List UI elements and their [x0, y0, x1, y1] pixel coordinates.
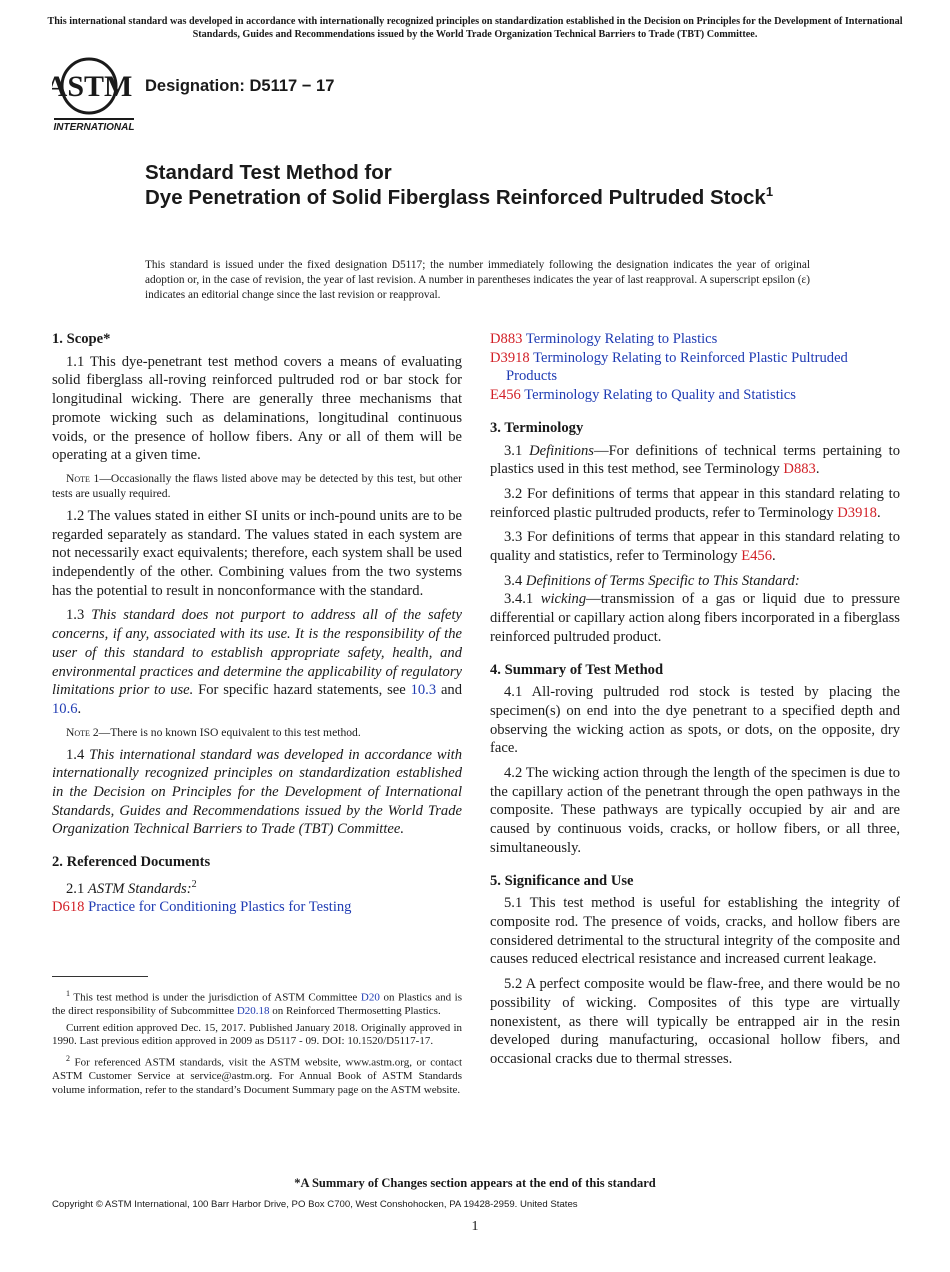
footnote-1-edition: Current edition approved Dec. 15, 2017. Published January 2018. Originally approved in 1990. Last previous edition approved in 2009 as D5117 - 09. DOI: 10.1520/D5117-17. [52, 1021, 462, 1048]
issued-note: This standard is issued under the fixed designation D5117; the number immediately following the designation indicates the year of original adoption or, in the case of revision, the year of last revision. A number in parentheses indicates the year of last reapproval. A superscript epsilon (ε) indicates an editorial change since the last revision or reapproval. [145, 259, 810, 301]
paragraph-3-3 [490, 528, 900, 565]
top-notice: This international standard was developed in accordance with internationally recognized principles on standardization established in the Decision on Principles for the Development of International Standards, Guides and Recommendations issued by the World Trade Organization Technical Barriers to Trade (TBT) Committee. [47, 16, 903, 40]
svg-text:ASTM: ASTM [52, 70, 133, 103]
title-footnote-mark: 1 [765, 184, 774, 199]
p1-4-italic: This international standard was developed in accordance with internationally recognized principles on standardization established in the Decision on Principles for the Development of International Standards, Guides and Recommendations issued by the World Trade Organization Technical Barriers to Trade (TBT) Committee. [52, 746, 463, 838]
note-2 [52, 725, 462, 740]
summary-heading: 4. Summary of Test Method [490, 661, 664, 678]
p3-4-num: 3.4 [504, 572, 523, 589]
p3-4-1-num: 3.4.1 [504, 591, 534, 608]
paragraph-5-1: 5.1 This test method is useful for establishing the integrity of composite rod. The presence of voids, cracks, and hollow fibers are considered detrimental to the structural integrity of the composite and causes reduced electrical resistance and increased current leakage. [490, 895, 900, 968]
link-d20-18[interactable]: D20.18 [236, 1005, 270, 1018]
paragraph-1-4 [52, 746, 462, 840]
p1-3-italic: This standard does not purport to address all of the safety concerns, if any, associated with its use. It is the responsibility of the user of this standard to establish appropriate safety, health, and environmental practices and determine the applicability of regulatory limitations prior to use. [52, 607, 462, 699]
note-2-label: Note 2 [66, 725, 99, 739]
p3-4-1-text: —transmission of a gas or liquid due to pressure differential or capillary action along fibers incorporated in a fiberglass reinforced pultruded product. [490, 591, 900, 645]
terminology-heading: 3. Terminology [490, 419, 584, 436]
ref-code[interactable]: D618 [52, 899, 85, 916]
paragraph-3-4 [490, 572, 900, 591]
paragraph-1-3 [52, 606, 462, 718]
footnote-1-a: This test method is under the jurisdiction of ASTM Committee [73, 991, 358, 1004]
p3-1-text: —For definitions of technical terms pertaining to plastics used in this test method, see Terminology [490, 442, 900, 478]
link-e456[interactable]: E456 [741, 548, 773, 565]
footnote-2 [52, 1052, 462, 1097]
p3-2-period: . [876, 504, 881, 521]
footnote-1-c: on Reinforced Thermosetting Plastics. [272, 1005, 441, 1018]
p2-1-italic: ASTM Standards: [87, 880, 192, 897]
ref-code[interactable]: D3918 [490, 349, 530, 366]
p3-3-period: . [772, 548, 776, 565]
link-10-3[interactable]: 10.3 [410, 682, 437, 699]
ref-d618[interactable] [52, 898, 462, 917]
p1-4-num: 1.4 [66, 746, 85, 763]
astm-logo-icon [52, 56, 136, 134]
paragraph-5-2: 5.2 A perfect composite would be flaw-free, and there would be no possibility of wicking. Composites of this type are virtually nonexistent, as there will typically be entrapped air in the resin developed during manufacturing, occasional hollow fibers, and occasional cracks due to thermal stresses. [490, 976, 900, 1067]
designation: Designation: D5117 − 17 [145, 77, 335, 95]
footnote-2-text: For referenced ASTM standards, visit the ASTM website, www.astm.org, or contact ASTM Customer Service at service@astm.org. For Annual Book of ASTM Standards volume information, refer to the standard’s Document Summary page on the ASTM website. [52, 1056, 462, 1096]
copyright: Copyright © ASTM International, 100 Barr Harbor Drive, PO Box C700, West Conshohocken, PA 19428-2959. United States [52, 1199, 578, 1210]
paragraph-1-2: 1.2 The values stated in either SI units or inch-pound units are to be regarded separately as standard. The values stated in each system are not necessarily exact equivalents; therefore, each system shall be used independently of the other. Combining values from the two systems has the potential to result in nonconformance with the standard. [52, 507, 462, 599]
note-1-text: —Occasionally the flaws listed above may be detected by this test, but other tests are usually required. [52, 471, 462, 500]
footnotes [52, 976, 462, 1100]
paragraph-3-1 [490, 442, 900, 479]
p3-2-text: 3.2 For definitions of terms that appear in this standard relating to reinforced plastic pultruded products, refer to Terminology [490, 485, 900, 521]
paragraph-3-4-1 [490, 590, 900, 646]
ref-title[interactable]: Terminology Relating to Plastics [525, 331, 718, 347]
scope-heading: 1. Scope* [52, 331, 111, 347]
page-title [145, 160, 865, 210]
p2-1-sup: 2 [191, 878, 197, 890]
link-d20[interactable]: D20 [360, 991, 380, 1004]
page-number: 1 [471, 1219, 479, 1234]
note-1 [52, 471, 462, 501]
footnote-2-mark: 2 [66, 1054, 70, 1064]
p1-3-and: and [440, 682, 463, 699]
footnote-1-mark: 1 [66, 989, 70, 998]
right-column [490, 330, 900, 1075]
paragraph-4-1: 4.1 All-roving pultruded rod stock is tested by placing the specimen(s) on end into the dye penetrant to a specified depth and observing the wicking action as spots, or dots, on the opposite, dry face. [490, 684, 900, 757]
paragraph-2-1 [52, 876, 462, 899]
footnote-1-b: on Plastics and is the direct responsibility of Subcommittee [52, 991, 462, 1018]
title-line-1: Standard Test Method for [145, 161, 392, 184]
paragraph-4-2: 4.2 The wicking action through the length of the specimen is due to the capillary action of the penetrant through the open pathways in the composite. These pathways are typically occupied by air and are caused by continuous voids, cracks, or hollow fibers, or all three, simultaneously. [490, 765, 900, 856]
p3-1-period: . [815, 461, 820, 478]
p3-4-1-italic: wicking [540, 591, 587, 608]
ref-e456[interactable] [490, 386, 900, 405]
referenced-heading: 2. Referenced Documents [52, 854, 211, 871]
p1-3-tail: For specific hazard statements, see [198, 682, 406, 699]
p3-1-num: 3.1 [504, 442, 523, 459]
note-2-text: —There is no known ISO equivalent to this test method. [98, 725, 361, 739]
title-line-2: Dye Penetration of Solid Fiberglass Reinforced Pultruded Stock [145, 186, 766, 209]
paragraph-1-1: 1.1 This dye-penetrant test method covers a means of evaluating solid fiberglass all-roving reinforced pultruded rod or bar stock for longitudinal wicking. There are generally three mechanisms that promote wicking such as delaminations, longitudinal continuous voids, or the presence of hollow fibers. Any or all of them will be operating at a given time. [52, 353, 462, 464]
p2-1-num: 2.1 [66, 880, 85, 897]
ref-title[interactable]: Terminology Relating to Reinforced Plastic Pultruded Products [506, 349, 848, 385]
ref-d3918[interactable] [490, 349, 900, 386]
summary-of-changes-note: *A Summary of Changes section appears at the end of this standard [294, 1176, 656, 1190]
p3-4-italic: Definitions of Terms Specific to This Standard: [525, 572, 800, 589]
note-1-label: Note 1 [66, 471, 100, 485]
link-d883[interactable]: D883 [783, 461, 816, 478]
significance-heading: 5. Significance and Use [490, 872, 634, 889]
p3-1-italic: Definitions [529, 442, 594, 459]
ref-d883[interactable] [490, 330, 900, 349]
link-d3918[interactable]: D3918 [837, 504, 877, 521]
left-column [52, 330, 462, 917]
logo-text: INTERNATIONAL [53, 122, 135, 133]
p1-3-num: 1.3 [66, 607, 85, 624]
ref-code[interactable]: D883 [490, 331, 523, 347]
p3-3-text: 3.3 For definitions of terms that appear in this standard relating to quality and statistics, refer to Terminology [490, 529, 900, 565]
ref-title[interactable]: Terminology Relating to Quality and Statistics [524, 387, 796, 404]
ref-title[interactable]: Practice for Conditioning Plastics for Testing [88, 899, 352, 916]
ref-code[interactable]: E456 [490, 387, 521, 404]
paragraph-3-2 [490, 485, 900, 522]
link-10-6[interactable]: 10.6 [52, 700, 78, 717]
footnote-1 [52, 987, 462, 1019]
p1-3-end: . [77, 700, 82, 717]
